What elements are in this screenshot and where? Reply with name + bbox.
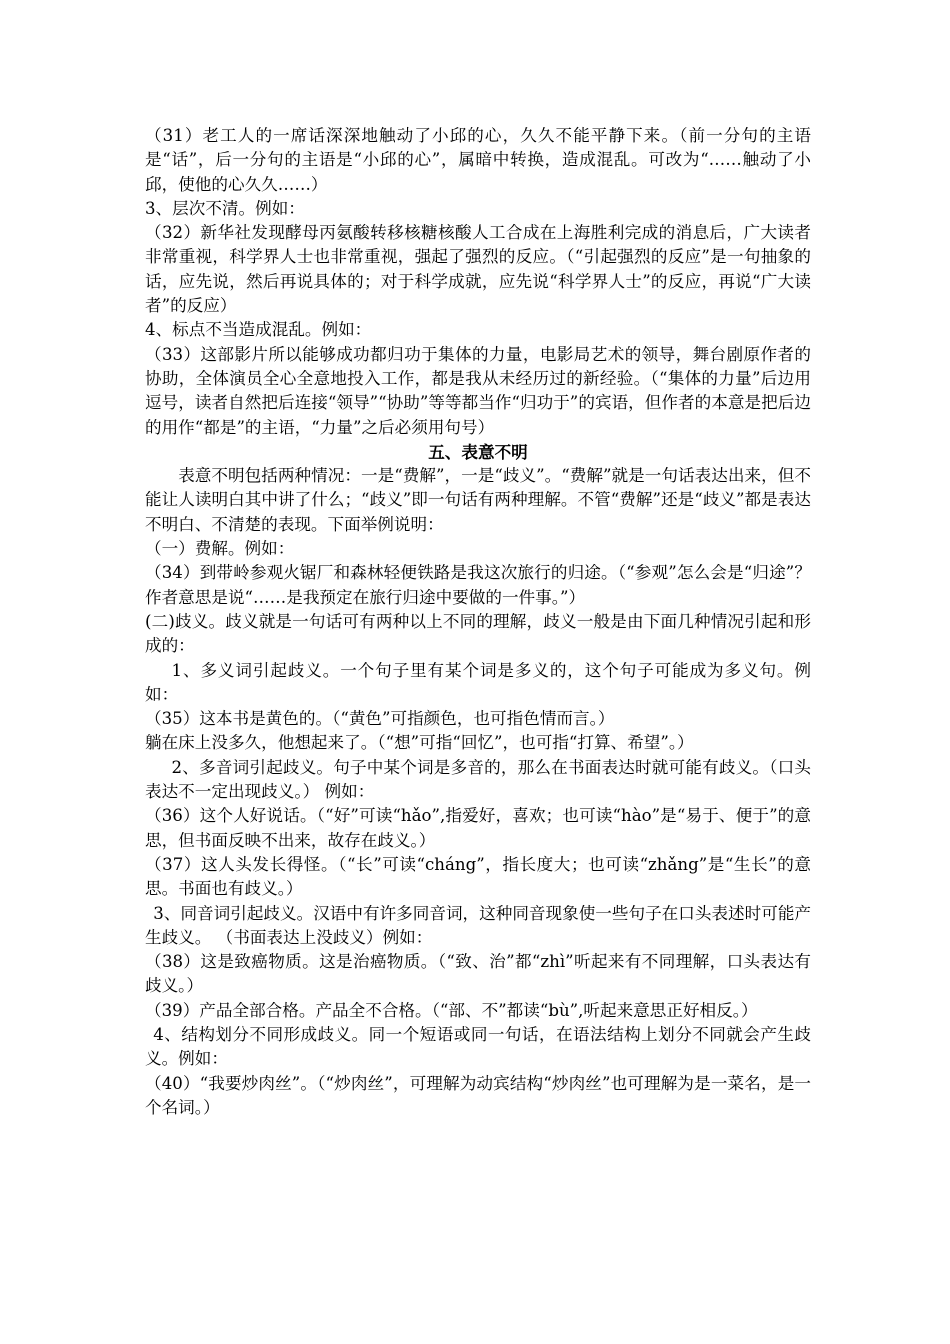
- section-heading: 五、表意不明: [428, 441, 528, 462]
- section-4-title: 4、标点不当造成混乱。例如：: [145, 320, 372, 340]
- example-35b: 躺在床上没多久，他想起来了。（“想”可指“回忆”，也可指“打算、希望”。）: [145, 733, 694, 753]
- example-39: （39）产品全部合格。产品全不合格。（“部、不”都读“bù”,听起来意思正好相反。）: [145, 1000, 758, 1020]
- document-page: [145, 124, 811, 1120]
- subsection-2-title: (二)歧义。歧义就是一句话可有两种以上不同的理解，歧义一般是由下面几种情况引起和形成的：: [145, 611, 811, 656]
- example-32: （32）新华社发现酵母丙氨酸转移核糖核酸人工合成在上海胜利完成的消息后，广大读者非常重视，科学界人士也非常重视，强起了强烈的反应。（“引起强烈的反应”是一句抽象的话，应先说，然后再说具体的；对于科学成就，应先说“科学界人士”的反应，再说“广大读者”的反应）: [145, 223, 811, 316]
- example-34: （34）到带岭参观火锯厂和森林轻便铁路是我这次旅行的归途。（“参观”怎么会是“归途”？作者意思是说“……是我预定在旅行归途中要做的一件事。”）: [145, 563, 811, 607]
- example-40: （40）“我要炒肉丝”。（“炒肉丝”，可理解为动宾结构“炒肉丝”也可理解为是一菜名，是一个名词。）: [145, 1073, 811, 1117]
- example-38: （38）这是致癌物质。这是治癌物质。（“致、治”都“zhì”听起来有不同理解，口头表达有歧义。）: [145, 952, 811, 996]
- example-36: （36）这个人好说话。（“好”可读“hǎo”,指爱好，喜欢；也可读“hào”是“易于、便于”的意思，但书面反映不出来，故存在歧义。）: [145, 806, 811, 850]
- section-3-title: 3、层次不清。例如：: [145, 198, 305, 218]
- example-33: （33）这部影片所以能够成功都归功于集体的力量，电影局艺术的领导，舞台剧原作者的协助，全体演员全心全意地投入工作，都是我从未经历过的新经验。（“集体的力量”后边用逗号，读者自然把后连接“领导”“协助”等等都当作“归功于”的宾语，但作者的本意是把后边的用作“都是”的主语，“力量”之后必须用句号）: [145, 344, 811, 437]
- example-31: （31）老工人的一席话深深地触动了小邱的心，久久不能平静下来。（前一分句的主语是“话”，后一分句的主语是“小邱的心”，属暗中转换，造成混乱。可改为“……触动了小邱，使他的心久久……）: [145, 126, 811, 194]
- point-1: 1、多义词引起歧义。一个句子里有某个词是多义的，这个句子可能成为多义句。例如：: [145, 660, 811, 704]
- point-3: 3、同音词引起歧义。汉语中有许多同音词，这种同音现象使一些句子在口头表述时可能产生歧义。 （书面表达上没歧义）例如：: [145, 903, 812, 947]
- point-2: 2、多音词引起歧义。句子中某个词是多音的，那么在书面表达时就可能有歧义。（口头表达不一定出现歧义。） 例如：: [145, 757, 811, 802]
- subsection-1-title: （一）费解。例如：: [145, 539, 295, 559]
- example-35: （35）这本书是黄色的。（“黄色”可指颜色，也可指色情而言。）: [145, 709, 615, 729]
- intro-paragraph: 表意不明包括两种情况：一是“费解”，一是“歧义”。“费解”就是一句话表达出来，但不能让人读明白其中讲了什么；“歧义”即一句话有两种理解。不管“费解”还是“歧义”都是表达不明白、不清楚的表现。下面举例说明：: [145, 466, 811, 534]
- example-37: （37）这人头发长得怪。（“长”可读“cháng”，指长度大；也可读“zhǎng”是“生长”的意思。书面也有歧义。）: [145, 854, 811, 899]
- point-4: 4、结构划分不同形成歧义。同一个短语或同一句话，在语法结构上划分不同就会产生歧义。例如：: [145, 1024, 811, 1069]
